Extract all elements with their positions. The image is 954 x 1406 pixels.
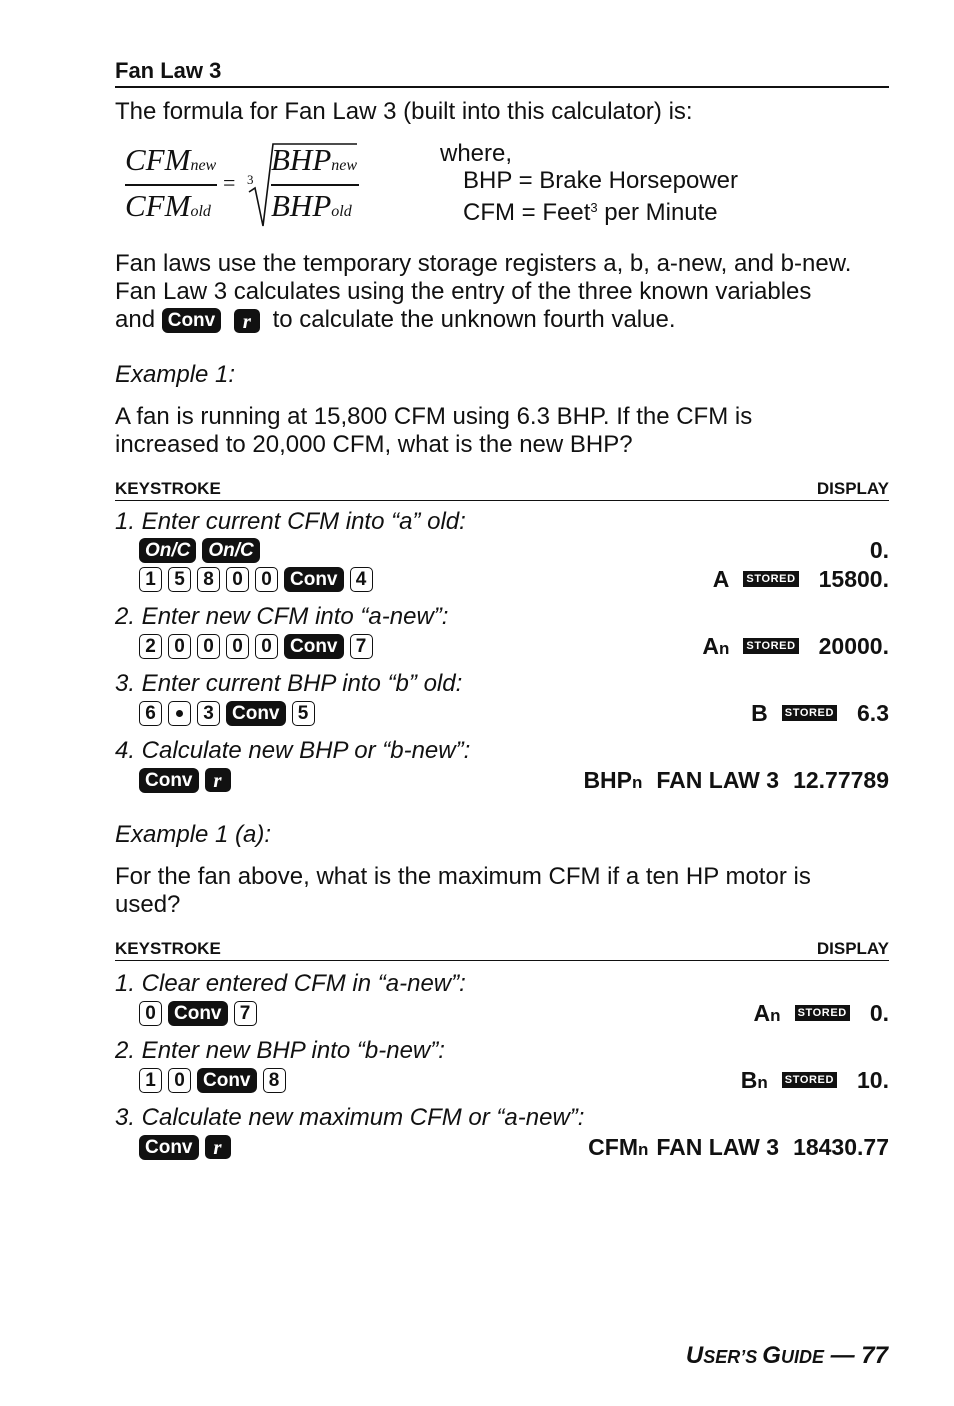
example-1-step-4: 4. Calculate new BHP or “b-new”: Conv r BHPn FAN LAW 3 12.77789 [115, 737, 889, 793]
stored-badge: STORED [782, 705, 837, 721]
digit-key: 0 [255, 567, 278, 592]
digit-key: 0 [255, 634, 278, 659]
register-label: Bn [740, 1066, 768, 1093]
conv-key: Conv [139, 768, 199, 793]
display-value: 0. [869, 536, 889, 563]
conv-key: Conv [197, 1068, 257, 1093]
register-label: A [712, 565, 730, 592]
on-c-key: On/C [139, 538, 196, 563]
digit-key: 0 [168, 634, 191, 659]
lhs-numerator: CFMnew [125, 142, 217, 177]
digit-key: 8 [263, 1068, 286, 1093]
keystroke-display-header [115, 939, 889, 961]
display-label: DISPLAY [816, 479, 889, 498]
keystroke-label: KEYSTROKE [115, 939, 221, 958]
lhs-fraction-bar [125, 184, 217, 186]
digit-key: 7 [350, 634, 373, 659]
conv-key: Conv [139, 1135, 199, 1160]
formula-block [115, 140, 889, 250]
register-label: An [702, 632, 730, 659]
keystroke-display-header [115, 479, 889, 501]
variable-definitions [440, 140, 738, 226]
r-key: r [205, 1135, 231, 1159]
mode-label: FAN LAW 3 [656, 1133, 780, 1160]
stored-badge: STORED [795, 1005, 850, 1021]
digit-key: 5 [292, 701, 315, 726]
digit-key: 4 [350, 567, 373, 592]
display-value: 10. [857, 1066, 889, 1093]
example-1-step-1: 1. Enter current CFM into “a” old: On/C On/C 0. 1 5 8 0 0 Conv 4 A STORED 15800. [115, 508, 889, 592]
r-key: r [234, 309, 260, 333]
cfm-definition: CFM = Feet$^3$ per Minute [463, 199, 718, 226]
register-label: An [753, 999, 781, 1026]
register-label: B [751, 699, 768, 726]
stored-badge: STORED [743, 571, 798, 587]
description-line-2: Fan Law 3 calculates using the entry of the three known variables [115, 278, 812, 305]
example-1-step-3: 3. Enter current BHP into “b” old: 6 3 Conv 5 B STORED 6.3 [115, 670, 889, 726]
example-1a-step-3: 3. Calculate new maximum CFM or “a-new”: Conv r CFMn FAN LAW 3 18430.77 [115, 1104, 889, 1160]
conv-key: Conv [162, 308, 222, 333]
digit-key: 0 [168, 1068, 191, 1093]
register-label: CFMn [588, 1133, 649, 1160]
rhs-fraction-bar [271, 184, 359, 186]
page-footer: USER’S GUIDE — 77 [685, 1342, 888, 1369]
conv-key: Conv [226, 701, 286, 726]
display-value: 0. [869, 999, 889, 1026]
page-content [115, 58, 889, 1162]
digit-key: 3 [197, 701, 220, 726]
display-value: 20000. [818, 632, 889, 659]
display-value: 6.3 [857, 699, 889, 726]
digit-key: 0 [139, 1001, 162, 1026]
lhs-denominator: CFMold [125, 188, 211, 223]
digit-key: 6 [139, 701, 162, 726]
example-1a-question: For the fan above, what is the maximum CFM if a ten HP motor is used? [115, 863, 811, 918]
display-value: 12.77789 [793, 766, 889, 793]
description-line-3: and Conv r to calculate the unknown fourth value. [115, 306, 676, 333]
stored-badge: STORED [743, 638, 798, 654]
example-1a-step-2: 2. Enter new BHP into “b-new”: 1 0 Conv 8 Bn STORED 10. [115, 1037, 889, 1093]
display-value: 15800. [818, 565, 889, 592]
rhs-numerator: BHPnew [271, 142, 358, 177]
r-key: r [205, 768, 231, 792]
digit-key: 0 [197, 634, 220, 659]
digit-key: 2 [139, 634, 162, 659]
digit-key: 1 [139, 1068, 162, 1093]
register-label: BHPn [583, 766, 643, 793]
digit-key: 7 [234, 1001, 257, 1026]
rhs-denominator: BHPold [271, 188, 352, 223]
section-heading: Fan Law 3 [115, 58, 889, 88]
bhp-definition: BHP = Brake Horsepower [463, 167, 739, 194]
root-index: 3 [247, 172, 254, 187]
example-1a-title: Example 1 (a): [115, 821, 272, 848]
example-1-step-2: 2. Enter new CFM into “a-new”: 2 0 0 0 0 Conv 7 An STORED 20000. [115, 603, 889, 659]
decimal-point-key-icon [168, 701, 191, 726]
intro-text: The formula for Fan Law 3 (built into this calculator) is: [115, 98, 693, 125]
example-1a-step-1: 1. Clear entered CFM in “a-new”: 0 Conv 7 An STORED 0. [115, 970, 889, 1026]
conv-key: Conv [284, 567, 344, 592]
description-paragraph [115, 250, 889, 334]
keystroke-label: KEYSTROKE [115, 479, 221, 498]
conv-key: Conv [284, 634, 344, 659]
display-value: 18430.77 [793, 1133, 889, 1160]
description-line-1: Fan laws use the temporary storage registers a, b, a-new, and b-new. [115, 250, 852, 277]
digit-key: 8 [197, 567, 220, 592]
digit-key: 0 [226, 567, 249, 592]
stored-badge: STORED [782, 1072, 837, 1088]
digit-key: 0 [226, 634, 249, 659]
where-label: where, [440, 140, 513, 167]
mode-label: FAN LAW 3 [656, 766, 780, 793]
example-1-title: Example 1: [115, 361, 236, 388]
display-label: DISPLAY [816, 939, 889, 958]
fan-law-3-formula [123, 142, 363, 232]
digit-key: 5 [168, 567, 191, 592]
example-1-question: A fan is running at 15,800 CFM using 6.3 BHP. If the CFM is increased to 20,000 CFM, what is the new BHP? [115, 403, 753, 458]
equals-sign: = [223, 170, 236, 195]
on-c-key: On/C [202, 538, 259, 563]
digit-key: 1 [139, 567, 162, 592]
conv-key: Conv [168, 1001, 228, 1026]
